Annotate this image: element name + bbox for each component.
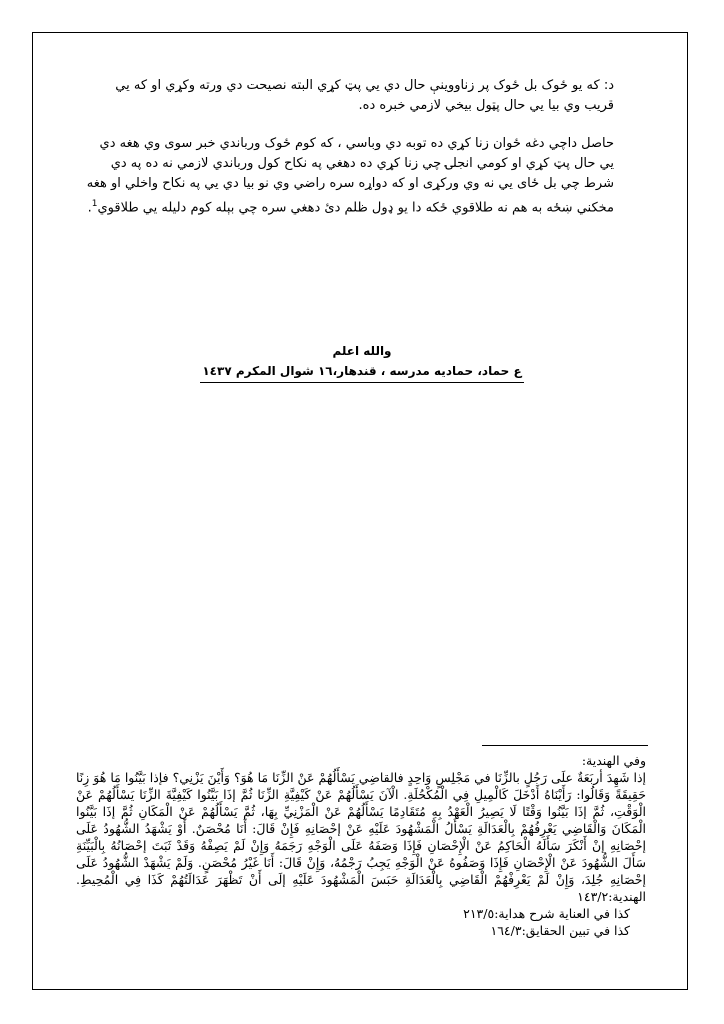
footnote-reference-1: كذا في العناية شرح هداية:٢١٣/٥ — [463, 906, 630, 921]
signature-block — [186, 342, 538, 383]
footnote-marker: 1 — [91, 199, 98, 209]
footnote — [76, 752, 646, 939]
footnote-heading: وفي الهندية: — [581, 753, 646, 768]
footnote-separator — [482, 745, 648, 746]
signature-author-date: ع حماد، حماديه مدرسه ، قندهار،١٦ شوال المکرم ١٤٣٧ — [200, 361, 523, 383]
fatwa-paragraph-2: حاصل داچي دغه ځوان زنا کړي ده توبه دي وباسي ، که کوم ځوک ورباندي خبر سوی وي هغه دي يي حال پټ کړي او کومي انجلۍ چي زنا کړي ده دهغي په نکاح کول ورباندي لازمي نه ده په دي شرط چي بل ځای يي نه وي ورکړی او که دواړه سره راضي وي نو بيا دي يي په نکاح واخلي او هغه مخکني ښځه به هم نه طلاقوي ځکه دا يو ډول ظلم دئ دهغي سره چي بېله کوم دليله يي طلاقوي$^1$. — [86, 136, 614, 216]
signature-closing: والله اعلم — [332, 344, 392, 358]
footnote-body: إذا شَهِدَ أربَعَةٌ علَى رَجُلٍ بالزِّنَا في مَجْلِسٍ وَاحِدٍ فالقاضِي يَسْأَلُهُمْ عَنْ الزِّنَا مَا هُوَ؟ وَأَيْنَ يَزْنِي؟ فإذا بَيَّنُوا مَا هُوَ زِنًا حَقِيقَةً وَقَالُوا: رَأَيْنَاهُ أَدْخَلَ كَالْمِيلِ فِي الْمُكْحُلَةِ. الْآنَ يَسْأَلُهُمْ عَنْ كَيْفِيَّةِ الزِّنَا ثُمَّ إذَا بَيَّنُوا كَيْفِيَّةَ الزِّنَا يَسْأَلُهُمْ عَنْ الْوَقْتِ، ثُمَّ إذَا بَيَّنُوا وَقْتًا لَا يَصِيرُ الْعَهْدُ بِهِ مُتَقَادِمًا يَسْأَلُهُمْ عَنْ الْمَزْنِيِّ بِهَا، ثُمَّ يَسْأَلُهُمْ عَنْ الْمَكَانِ ثُمَّ إذَا بَيَّنُوا الْمَكَانَ وَالْقَاضِي يَعْرِفُهُمْ بِالْعَدَالَةِ يَسْأَلُ الْمَشْهُودَ عَلَيْهِ عَنْ إحْصَانِهِ فَإِنْ قَالَ: أَنَا مُحْصَنٌ. أَوْ يَشْهَدُ الشُّهُودُ عَلَى إحْصَانِهِ إنْ أَنْكَرَ سَأَلَهُ الْحَاكِمُ عَنْ الْإِحْصَانِ فَإِذَا وَصَفَهُ عَلَى الْوَجْهِ رَجَمَهُ وَإِنْ لَمْ يَصِفْهُ وَقَدْ ثَبَتَ إحْصَانُهُ بِالْبَيِّنَةِ سَأَلَ الشُّهُودَ عَنْ الْإِحْصَانِ فَإِذَا وَصَفُوهُ عَنْ الْوَجْهِ يَجِبُ رَجْمُهُ، وَإِنْ قَالَ: أَنَا غَيْرُ مُحْصَنٍ. وَلَمْ يَشْهَدْ الشُّهُودُ عَلَى إحْصَانِهِ جُلِدَ، وَإِنْ لَمْ يَعْرِفْهُمْ الْقَاضِي بِالْعَدَالَةِ حَبَسَ الْمَشْهُودَ عَلَيْهِ إلَى أَنْ تَظْهَرَ عَدَالَتُهُمْ كَذَا فِي الْمُحِيطِ. الهندية:١٤٣/٢ — [76, 770, 646, 904]
fatwa-paragraph-1 — [86, 76, 614, 116]
footnote-reference-2: كذا في تبين الحقايق:١٦٤/٣ — [490, 923, 630, 938]
fatwa-paragraph-2-text: حاصل داچي دغه ځوان زنا کړي ده توبه دي وباسي ، که کوم ځوک ورباندي خبر سوی وي هغه دي يي حال پټ کړي او کومي انجلۍ چي زنا کړي ده دهغي په نکاح کول ورباندي لازمي نه ده په دي شرط چي بل ځای يي نه وي ورکړی او که دواړه سره راضي وي نو بيا دي يي په نکاح واخلي او هغه مخکني ښځه به هم نه طلاقوي ځکه دا يو ډول ظلم دئ دهغي سره چي بېله کوم دليله يي طلاقوي — [86, 136, 614, 216]
fatwa-paragraph-1-text: د: که يو ځوک بل ځوک پر زناووينې حال دي يي پټ کړي البته نصيحت دي ورته وکړي او که يي قريب وي بيا يي حال پټول بيخي لازمي خبره ده. — [115, 78, 614, 113]
